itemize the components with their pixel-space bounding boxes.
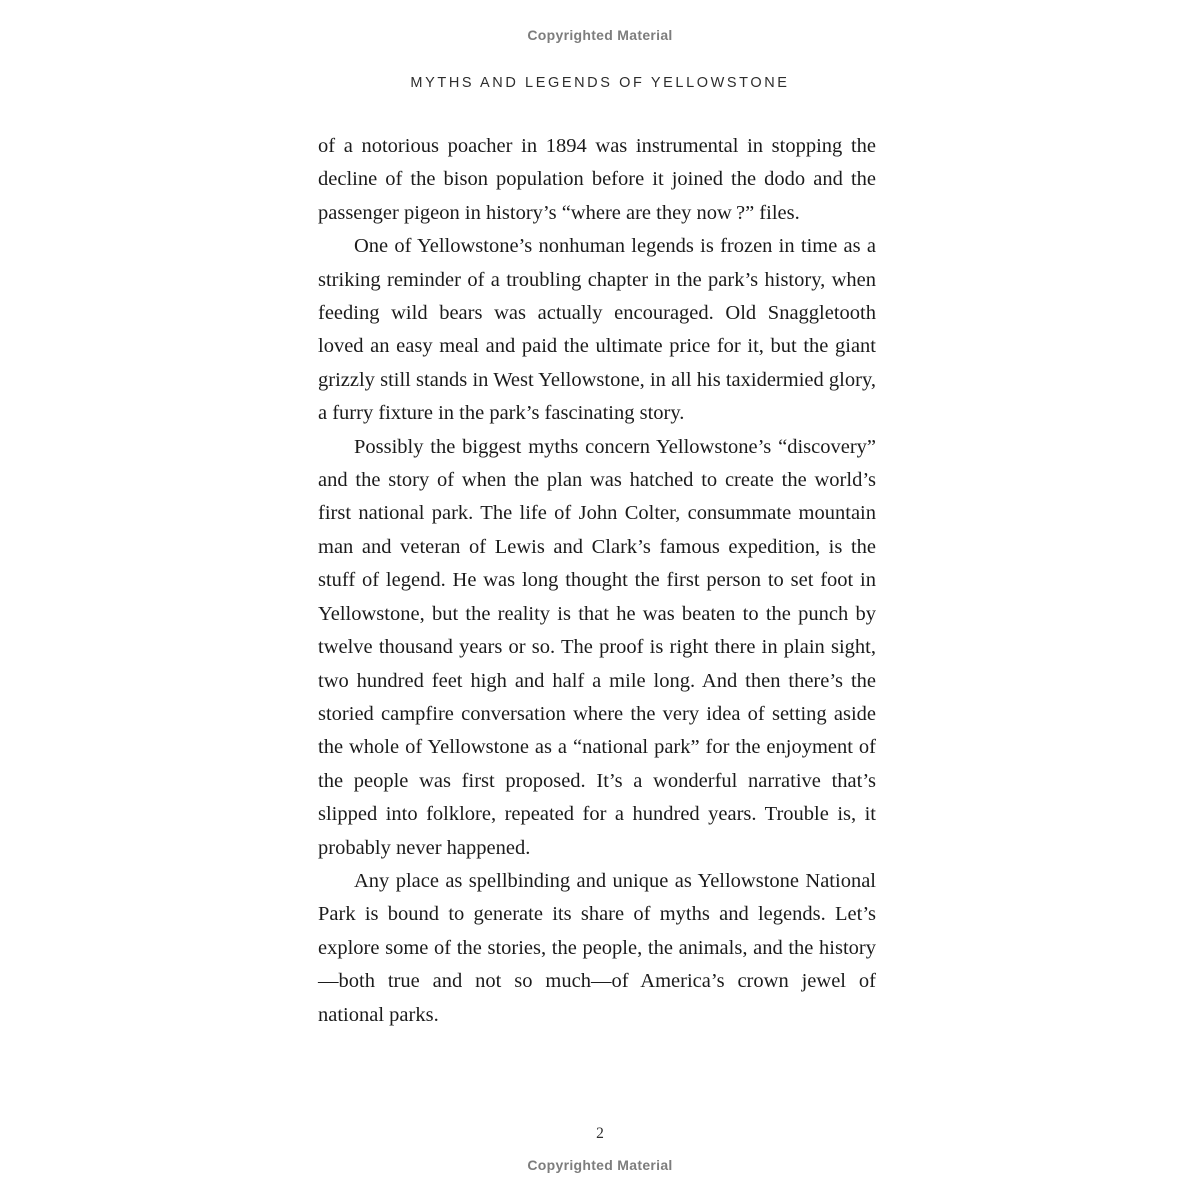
paragraph-continuation: of a notorious poacher in 1894 was instrumental in stopping the decline of the bison population before it joined the dodo and the passenger pigeon in history’s “where are they now ?” files. (318, 135, 876, 224)
paragraph: Possibly the biggest myths concern Yellowstone’s “discovery” and the story of when the plan was hatched to create the world’s first national park. The life of John Colter, consummate mountain man and veteran of Lewis and Clark’s famous expedition, is the stuff of legend. He was long thought the first person to set foot in Yellowstone, but the reality is that he was beaten to the punch by twelve thousand years or so. The proof is right there in plain sight, two hundred feet high and half a mile long. And then there’s the storied campfire conversation where the very idea of setting aside the whole of Yellowstone as a “national park” for the enjoyment of the people was first proposed. It’s a wonderful narrative that’s slipped into folklore, repeated for a hundred years. Trouble is, it probably never happened. (318, 435, 876, 859)
copyright-notice-top: Copyrighted Material (527, 27, 673, 43)
paragraph: One of Yellowstone’s nonhuman legends is frozen in time as a striking reminder of a troubling chapter in the park’s history, when feeding wild bears was actually encouraged. Old Snaggletooth loved an easy meal and paid the ultimate price for it, but the giant grizzly still stands in West Yellowstone, in all his taxidermied glory, a furry fixture in the park’s fascinating story. (318, 235, 876, 425)
paragraph: Any place as spellbinding and unique as Yellowstone National Park is bound to generate its share of myths and legends. Let’s explore some of the stories, the people, the animals, and the history—both true and not so much—of America’s crown jewel of national parks. (318, 869, 876, 1026)
page-number: 2 (596, 1125, 604, 1142)
body-text (318, 130, 876, 1032)
copyright-notice-bottom: Copyrighted Material (527, 1157, 673, 1173)
running-head: MYTHS AND LEGENDS OF YELLOWSTONE (410, 75, 790, 91)
